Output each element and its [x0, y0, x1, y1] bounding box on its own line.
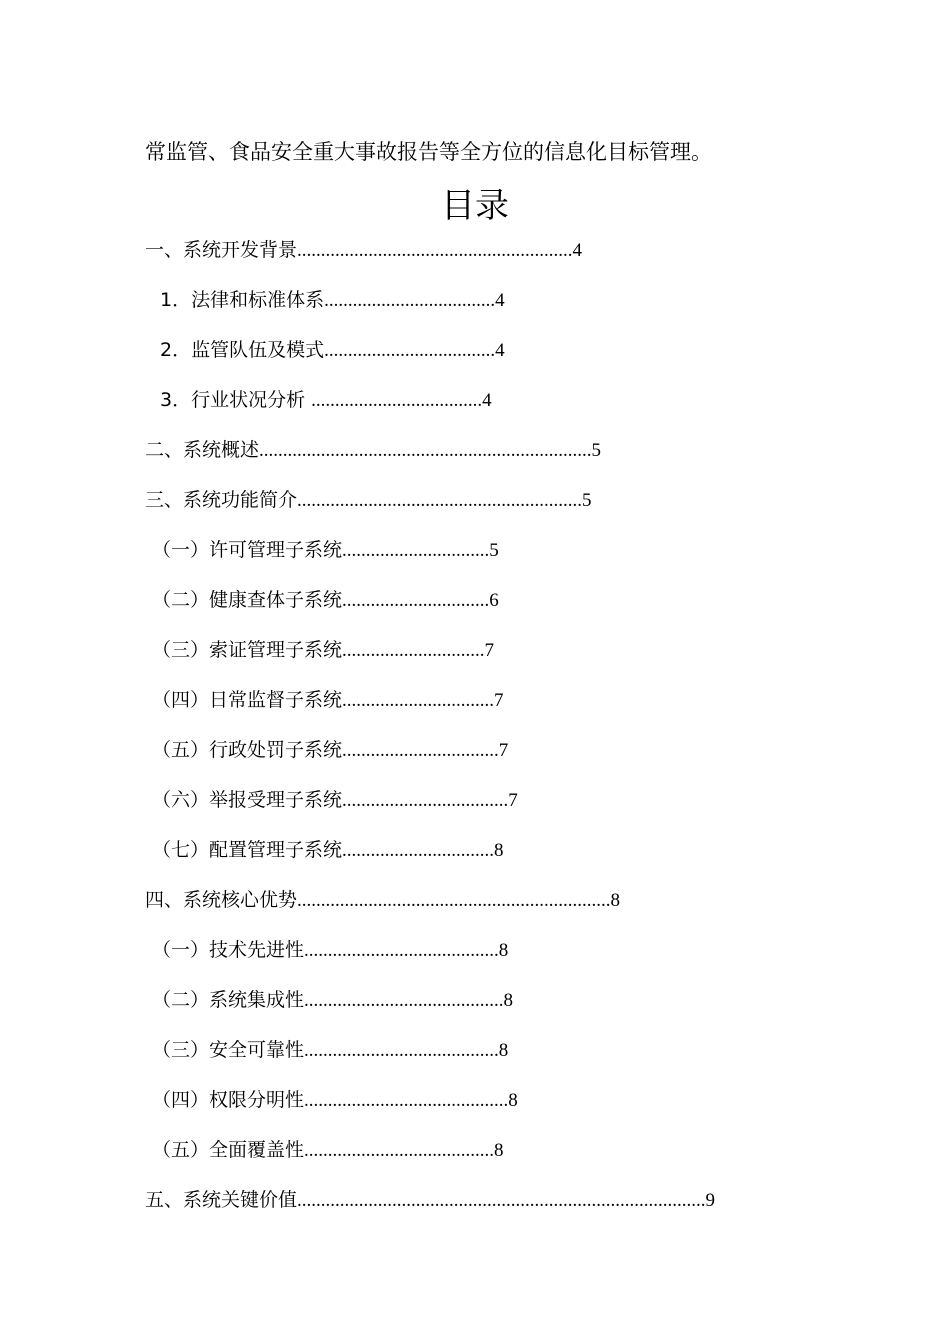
toc-entry-leader: ..........................................................: [297, 240, 573, 261]
toc-entry-page-number: 8: [498, 1040, 509, 1061]
toc-entry-page-number: 5: [582, 490, 592, 511]
toc-entry-leader: .................................: [342, 740, 499, 761]
toc-entry-leader: ..........................................: [304, 990, 504, 1011]
toc-entry-label: 五、系统关键价值: [145, 1189, 298, 1211]
toc-entry-label: 四、系统核心优势: [145, 889, 298, 911]
lead-paragraph: 常监管、食品安全重大事故报告等全方位的信息化目标管理。: [145, 140, 712, 164]
toc-entry-page-number: 7: [498, 740, 509, 761]
toc-entry-page-number: 9: [705, 1190, 716, 1211]
toc-entry-label: （三）索证管理子系统: [152, 639, 343, 661]
toc-entry-leader: ..................................................................: [297, 890, 611, 911]
toc-title: 目录: [441, 186, 509, 226]
toc-entry-leader: ...........................................: [304, 1090, 509, 1111]
toc-entry-page-number: 8: [494, 840, 504, 861]
toc-entry[interactable]: [152, 930, 508, 970]
toc-entry[interactable]: [152, 780, 518, 820]
toc-entry-leader: ....................................: [324, 290, 496, 311]
toc-entry[interactable]: [152, 630, 494, 670]
toc-entry[interactable]: [152, 1030, 508, 1070]
toc-entry-leader: ...............................: [342, 540, 490, 561]
toc-entry-page-number: 7: [494, 690, 504, 711]
toc-entry-label: （一）许可管理子系统: [152, 539, 343, 561]
toc-entry-leader: ................................: [342, 690, 495, 711]
toc-entry-leader: ................................: [342, 840, 495, 861]
toc-entry[interactable]: [152, 730, 508, 770]
toc-entry-label: （五）全面覆盖性: [152, 1139, 305, 1161]
toc-entry[interactable]: [152, 530, 499, 570]
toc-entry-leader: ............................................................: [297, 490, 583, 511]
toc-entry[interactable]: [152, 580, 499, 620]
toc-entry-label: 2．监管队伍及模式: [160, 339, 325, 361]
toc-entry-page-number: 8: [498, 940, 509, 961]
toc-entry-label: 三、系统功能简介: [145, 489, 298, 511]
toc-entry-label: 1．法律和标准体系: [160, 289, 325, 311]
toc-entry-page-number: 8: [503, 990, 514, 1011]
toc-entry-label: （四）日常监督子系统: [152, 689, 343, 711]
toc-entry-page-number: 8: [494, 1140, 504, 1161]
toc-entry[interactable]: [160, 280, 505, 320]
toc-entry[interactable]: [145, 230, 582, 270]
toc-entry[interactable]: [152, 680, 504, 720]
toc-entry-page-number: 4: [495, 290, 505, 311]
toc-entry-leader: ......................................................................: [259, 440, 592, 461]
toc-entry-leader: ........................................: [304, 1140, 495, 1161]
toc-entry[interactable]: [145, 480, 592, 520]
toc-entry[interactable]: [160, 330, 505, 370]
toc-entry[interactable]: [152, 980, 513, 1020]
toc-entry-leader: ......................................................................................: [297, 1190, 706, 1211]
toc-entry-page-number: 4: [495, 340, 505, 361]
toc-entry[interactable]: [145, 1180, 715, 1220]
toc-entry-page-number: 8: [508, 1090, 518, 1111]
toc-entry-label: 二、系统概述: [145, 439, 260, 461]
toc-entry-page-number: 6: [489, 590, 499, 611]
toc-entry-label: （五）行政处罚子系统: [152, 739, 343, 761]
toc-entry-page-number: 8: [610, 890, 621, 911]
toc-entry[interactable]: [152, 1130, 504, 1170]
toc-entry[interactable]: [145, 430, 601, 470]
toc-entry-label: 3．行业状况分析: [160, 389, 312, 411]
toc-entry-page-number: 5: [489, 540, 499, 561]
toc-entry-leader: ...............................: [342, 590, 490, 611]
toc-entry-label: （七）配置管理子系统: [152, 839, 343, 861]
toc-entry-leader: ..............................: [342, 640, 485, 661]
toc-entry-page-number: 4: [482, 390, 492, 411]
toc-entry-label: （二）系统集成性: [152, 989, 305, 1011]
toc-entry-page-number: 4: [572, 240, 583, 261]
toc-entry-page-number: 7: [508, 790, 518, 811]
toc-entry[interactable]: [152, 830, 504, 870]
toc-entry-leader: ....................................: [324, 340, 496, 361]
toc-entry-leader: .........................................: [304, 1040, 499, 1061]
toc-entry-label: （三）安全可靠性: [152, 1039, 305, 1061]
toc-entry[interactable]: [152, 1080, 518, 1120]
toc-entry[interactable]: [145, 880, 620, 920]
toc-entry-label: （一）技术先进性: [152, 939, 305, 961]
toc-entry-leader: ...................................: [342, 790, 509, 811]
toc-entry[interactable]: [160, 380, 492, 420]
toc-entry-leader: .........................................: [304, 940, 499, 961]
toc-entry-label: （六）举报受理子系统: [152, 789, 343, 811]
toc-entry-label: （二）健康查体子系统: [152, 589, 343, 611]
toc-entry-page-number: 5: [591, 440, 602, 461]
toc-entry-label: 一、系统开发背景: [145, 239, 298, 261]
toc-entry-leader: ....................................: [311, 390, 483, 411]
toc-entry-page-number: 7: [484, 640, 495, 661]
toc-entry-label: （四）权限分明性: [152, 1089, 305, 1111]
